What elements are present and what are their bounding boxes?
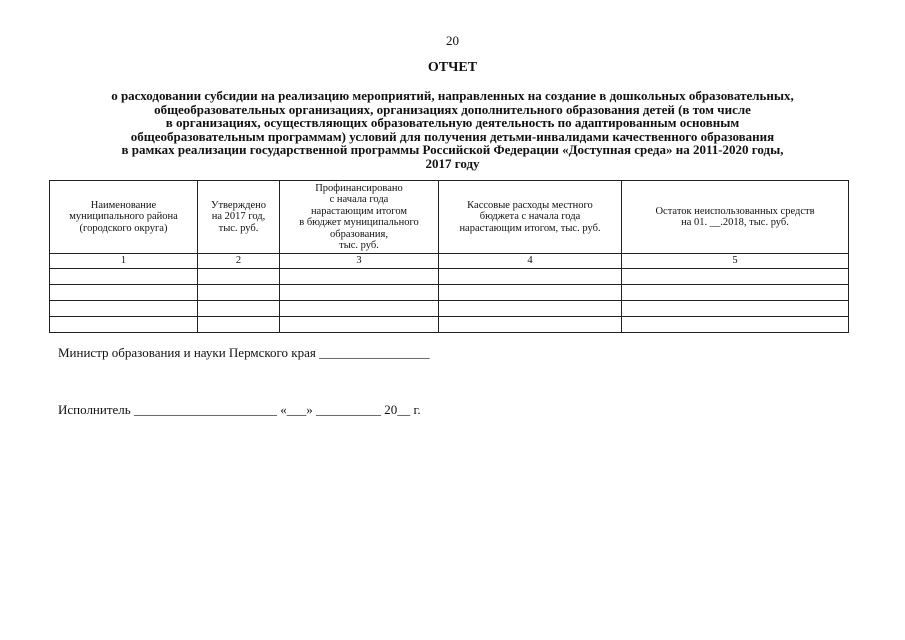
column-number: 3 — [280, 254, 439, 269]
table-cell[interactable] — [50, 301, 198, 317]
header-line: Остаток неиспользованных средств — [655, 205, 815, 217]
table-cell[interactable] — [439, 301, 622, 317]
subtitle-line: в организациях, осуществляющих образовательную деятельность по адаптированным основным — [165, 115, 740, 130]
report-table — [49, 180, 849, 333]
table-cell[interactable] — [622, 317, 849, 333]
header-line: Наименование — [90, 199, 157, 211]
header-financed — [280, 181, 439, 254]
column-number-row — [50, 254, 849, 269]
table-cell[interactable] — [198, 285, 280, 301]
table-cell[interactable] — [622, 285, 849, 301]
header-line: Кассовые расходы местного — [467, 199, 593, 211]
table-cell[interactable] — [198, 301, 280, 317]
header-line: Утверждено — [211, 199, 266, 211]
table-row — [50, 301, 849, 317]
table-row — [50, 269, 849, 285]
subtitle-line: в рамках реализации государственной программы Российской Федерации «Доступная среда» на 2011-2020 годы, — [121, 142, 784, 157]
table-cell[interactable] — [622, 269, 849, 285]
executor-signature-line: Исполнитель ______________________ «___» __________ 20__ г. — [58, 402, 421, 417]
table-cell[interactable] — [439, 269, 622, 285]
column-number: 5 — [622, 254, 849, 269]
table-cell[interactable] — [439, 285, 622, 301]
table-cell[interactable] — [280, 317, 439, 333]
table-cell[interactable] — [622, 301, 849, 317]
table-cell[interactable] — [280, 301, 439, 317]
table-cell[interactable] — [280, 269, 439, 285]
table-cell[interactable] — [198, 317, 280, 333]
table-cell[interactable] — [50, 317, 198, 333]
column-number: 2 — [198, 254, 280, 269]
header-line: нарастающим итогом — [310, 205, 408, 217]
table-cell[interactable] — [198, 269, 280, 285]
header-line: Профинансировано — [315, 182, 403, 194]
table-header-row — [50, 181, 849, 254]
header-line: (городского округа) — [79, 222, 168, 234]
column-number: 4 — [439, 254, 622, 269]
header-line: в бюджет муниципального — [299, 217, 419, 228]
table-row — [50, 317, 849, 333]
header-unused-balance — [622, 181, 849, 254]
header-cash-expenses — [439, 181, 622, 254]
subtitle-line: общеобразовательных организациях, организациях дополнительного образования детей (в том числе — [154, 101, 751, 117]
column-number: 1 — [50, 254, 198, 269]
header-line: бюджета с начала года — [479, 211, 581, 223]
subtitle-line: общеобразовательным программам) условий для получения детьми-инвалидами качественного образования — [130, 128, 775, 144]
header-line: нарастающим итогом, тыс. руб. — [459, 222, 601, 234]
header-district-name — [50, 181, 198, 254]
header-line: на 01. __.2018, тыс. руб. — [681, 217, 789, 228]
table-cell[interactable] — [439, 317, 622, 333]
table-cell[interactable] — [50, 285, 198, 301]
table-cell[interactable] — [50, 269, 198, 285]
header-line: образования, — [329, 228, 388, 240]
minister-signature-line: Министр образования и науки Пермского края _________________ — [58, 345, 430, 360]
document-subtitle — [40, 89, 865, 170]
header-line: тыс. руб. — [339, 240, 379, 251]
page-number: 20 — [446, 33, 459, 48]
header-line: с начала года — [329, 194, 389, 205]
table-cell[interactable] — [280, 285, 439, 301]
header-line: тыс. руб. — [218, 222, 259, 234]
table-row — [50, 285, 849, 301]
header-approved — [198, 181, 280, 254]
document-title: ОТЧЕТ — [427, 60, 478, 75]
header-line: муниципального района — [69, 211, 178, 223]
subtitle-line: о расходовании субсидии на реализацию мероприятий, направленных на создание в дошкольных образовательных, — [111, 88, 794, 103]
header-line: на 2017 год, — [211, 211, 266, 223]
subtitle-line: 2017 году — [425, 155, 480, 171]
